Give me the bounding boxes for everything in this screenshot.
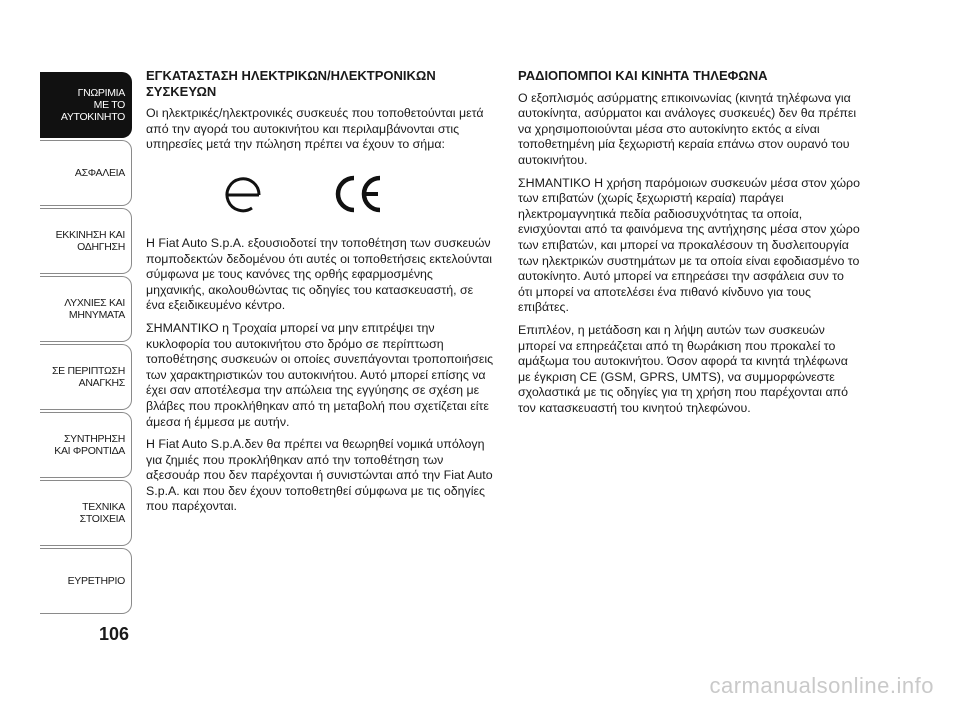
tab-maintenance[interactable]: ΣΥΝΤΗΡΗΣΗ ΚΑΙ ΦΡΟΝΤΙΔΑ (40, 412, 132, 478)
tab-index[interactable]: ΕΥΡΕΤΗΡΙΟ (40, 548, 132, 614)
radio-important-paragraph: ΣΗΜΑΝΤΙΚΟ Η χρήση παρόμοιων συσκευών μέσα στον χώρο των επιβατών (χωρίς ξεχωριστή κεραία) παράγει ηλεκτρομαγνητικά πεδία ραδιοσυχνότητας τα οποία, ενισχύονται από τα φαινόμενα της αντήχησης μέσα στον χώρο των επιβατών, και μπορεί να προκαλέσουν τη δυσλειτουργία των ηλεκτρικών συστημάτων με τα οποία είναι εφοδιασμένο το αυτοκίνητο. Αυτό μπορεί να επηρεάσει την ασφάλεια συν το ότι μπορεί να αποτελέσει ένα πιθανό κίνδυνο για τους επιβάτες. (518, 175, 860, 315)
right-column (518, 68, 860, 423)
tab-technical-data[interactable]: ΤΕΧΝΙΚΑ ΣΤΟΙΧΕΙΑ (40, 480, 132, 546)
section-heading-radio: ΡΑΔΙΟΠΟΜΠΟΙ ΚΑΙ ΚΙΝΗΤΑ ΤΗΛΕΦΩΝΑ (518, 68, 768, 83)
ce-mark-icon (330, 172, 386, 216)
left-column (146, 68, 494, 522)
tab-starting-driving[interactable]: ΕΚΚΙΝΗΣΗ ΚΑΙ ΟΔΗΓΗΣΗ (40, 208, 132, 274)
watermark: carmanualsonline.info (709, 673, 934, 698)
radio-shielding-paragraph: Επιπλέον, η μετάδοση και η λήψη αυτών των συσκευών μπορεί να επηρεάζεται από τη θωράκιση που προκαλεί το αμάξωμα του αυτοκινήτου. Όσον αφορά τα κινητά τηλέφωνα με έγκριση CE (GSM, GPRS, UMTS), να συμμορφώνεστε σχολαστικά με τις οδηγίες για τη χρήση που παρέχονται από τον κατασκευαστή του κινητού τηλεφώνου. (518, 322, 849, 415)
liability-paragraph: Η Fiat Auto S.p.A.δεν θα πρέπει να θεωρηθεί νομικά υπόλογη για ζημιές που προκλήθηκαν από την τοποθέτηση των αξεσουάρ που δεν παρέχονται ή συνιστώνται από την Fiat Auto S.p.A. και που δεν έχουν τοποθετηθεί σύμφωνα με τις οδηγίες που παρέχονται. (146, 437, 493, 514)
important-traffic-paragraph: ΣΗΜΑΝΤΙΚΟ η Τροχαία μπορεί να μην επιτρέψει την κυκλοφορία του αυτοκινήτου στο δρόμο σε περίπτωση τοποθέτησης συσκευών οι οποίες συνεπάγονται τροποποιήσεις των χαρακτηριστικών του αυτοκινήτου. Αυτό μπορεί επίσης να έχει σαν αποτέλεσμα την απώλεια της εγγύησης σε σχέση με βλάβες που προκλήθηκαν από τη μεταβολή που σχετίζεται είτε άμεσα ή έμμεσα με αυτήν. (146, 320, 494, 429)
authorization-paragraph: Η Fiat Auto S.p.A. εξουσιοδοτεί την τοποθέτηση των συσκευών πομποδεκτών δεδομένου ότι αυτές οι τοποθετήσεις εκτελούνται σύμφωνα με τους κανόνες της ορθής εφαρμοσμένης μηχανικής, ακολουθώντας τις οδηγίες του κατασκευαστή, σε ένα εξειδικευμένο κέντρο. (146, 235, 493, 313)
tab-safety[interactable]: ΑΣΦΑΛΕΙΑ (40, 140, 132, 206)
page-number: 106 (98, 624, 130, 644)
tab-emergency[interactable]: ΣΕ ΠΕΡΙΠΤΩΣΗ ΑΝΑΓΚΗΣ (40, 344, 132, 410)
tab-getting-to-know[interactable]: ΓΝΩΡΙΜΙΑ ΜΕ ΤΟ ΑΥΤΟΚΙΝΗΤΟ (40, 72, 132, 138)
certification-symbols (146, 160, 494, 230)
section-heading-devices: ΕΓΚΑΤΑΣΤΑΣΗ ΗΛΕΚΤΡΙΚΩΝ/ΗΛΕΚΤΡΟΝΙΚΩΝ ΣΥΣΚΕΥΩΝ (146, 68, 436, 99)
intro-paragraph: Οι ηλεκτρικές/ηλεκτρονικές συσκευές που τοποθετούνται μετά από την αγορά του αυτοκινήτου και περιλαμβάνονται στις υπηρεσίες μετά την πώληση πρέπει να έχουν το σήμα: (146, 106, 484, 152)
radio-intro-paragraph: Ο εξοπλισμός ασύρματης επικοινωνίας (κινητά τηλέφωνα για αυτοκίνητα, ασύρματοι και ανάλογες συσκευές) δεν θα πρέπει να χρησιμοποιούνται μέσα στο αυτοκίνητο εκτός α είναι τοποθετημένη μία ξεχωριστή κεραία επάνω στον ουρανό του αυτοκινήτου. (518, 90, 857, 167)
e-mark-icon (222, 174, 264, 216)
tab-lights-messages[interactable]: ΛΥΧΝΙΕΣ ΚΑΙ ΜΗΝΥΜΑΤΑ (40, 276, 132, 342)
